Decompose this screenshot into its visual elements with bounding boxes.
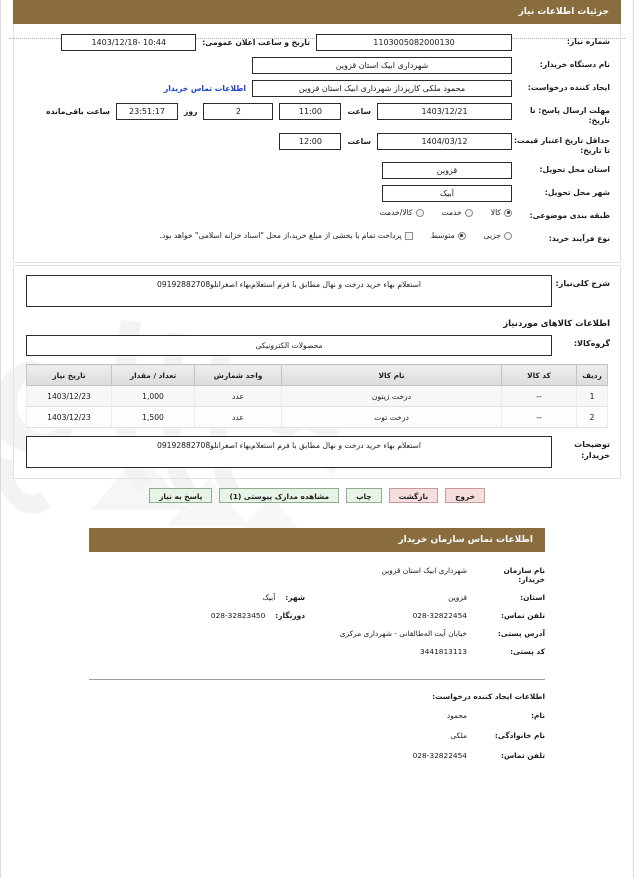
contact-address-value: خیابان آیت اله‌طالقانی - شهرداری مرکزی (339, 629, 467, 638)
checkbox-icon-treasury[interactable] (405, 232, 413, 240)
col-name: نام کالا (282, 365, 502, 386)
field-classification (24, 208, 610, 225)
contact-address-label: آدرس پستی: (497, 629, 545, 638)
table-row[interactable] (27, 386, 608, 407)
city-label: شهر محل تحویل: (544, 188, 610, 197)
field-goods-group (14, 333, 620, 362)
buyer-org-value[interactable]: شهرداری ابیک استان قزوین (252, 57, 512, 74)
table-row[interactable] (27, 407, 608, 428)
field-province (24, 162, 610, 179)
creator-family-label: نام خانوادگی: (494, 731, 545, 740)
contact-org-value: شهرداری ابیک استان قزوین (381, 566, 467, 575)
col-date: تاریخ نیاز (27, 365, 112, 386)
need-details-panel (13, 24, 621, 263)
contact-province-label: استان: (520, 593, 545, 602)
buyer-notes-value[interactable]: استعلام بهاء خرید درخت و نهال مطابق با فرم استعلام‌بهاء اصغرانلو09192882708 (26, 436, 552, 468)
col-qty: تعداد / مقدار (112, 365, 195, 386)
province-value[interactable]: قزوین (382, 162, 512, 179)
field-buyer-org (24, 57, 610, 74)
cell-unit: عدد (195, 386, 282, 407)
buyer-contact-link[interactable]: اطلاعات تماس خریدار (163, 84, 246, 93)
day-label: روز (183, 107, 198, 116)
radio-icon-motevaset[interactable] (458, 232, 466, 240)
contact-fax-value: 028-32823450 (210, 611, 266, 620)
contact-postal-label: کد پستی: (510, 647, 545, 656)
field-buyer-notes (14, 428, 620, 478)
cell-date: 1403/12/23 (27, 386, 112, 407)
cell-name: درخت توت (282, 407, 502, 428)
contact-fax-label: دورنگار: (275, 611, 305, 620)
col-radif: ردیف (577, 365, 608, 386)
contact-section-title: اطلاعات تماس سازمان خریدار (89, 528, 545, 552)
classification-option-kala-khedmat[interactable] (379, 208, 423, 217)
radio-icon-jozi[interactable] (504, 232, 512, 240)
print-button[interactable]: چاپ (346, 488, 382, 503)
cell-qty: 1,000 (112, 386, 195, 407)
cell-radif: 2 (577, 407, 608, 428)
general-description-label: شرح کلی‌نیاز: (555, 279, 610, 288)
cell-qty: 1,500 (112, 407, 195, 428)
cell-name: درخت زیتون (282, 386, 502, 407)
cell-radif: 1 (577, 386, 608, 407)
general-description-value[interactable]: استعلام بهاء خرید درخت و نهال مطابق با فرم استعلام‌بهاء اصغرانلو09192882708 (26, 275, 552, 307)
goods-section-subtitle: اطلاعات کالاهای موردنیاز (503, 319, 610, 329)
process-option-jozi-label: جزیی (483, 231, 501, 240)
process-option-motevaset-label: متوسط (430, 231, 455, 240)
contact-org-label: نام سازمان خریدار: (503, 566, 545, 584)
province-label: استان محل تحویل: (539, 165, 610, 174)
classification-option-khedmat-label: خدمت (441, 208, 462, 217)
cell-unit: عدد (195, 407, 282, 428)
city-value[interactable]: آبیک (382, 185, 512, 202)
contact-address-row (89, 629, 545, 638)
process-label: نوع فرآیند خرید: (548, 234, 610, 243)
hour-label-2: ساعت (347, 136, 371, 146)
buyer-contact-section (1, 528, 633, 760)
table-header-row (27, 365, 608, 386)
contact-city-label: شهر: (285, 593, 305, 602)
validity-time[interactable]: 12:00 (279, 133, 341, 150)
cell-code: -- (502, 386, 577, 407)
view-attachments-button[interactable]: مشاهده مدارک پیوستی (1) (219, 488, 339, 503)
field-deadline (24, 103, 610, 127)
deadline-time[interactable]: 11:00 (279, 103, 341, 120)
back-button[interactable]: بازگشت (389, 488, 438, 503)
creator-name-value: محمود (446, 711, 467, 720)
classification-option-kala[interactable] (491, 208, 512, 217)
contact-postal-value: 3441813113 (419, 647, 467, 656)
field-general-description (14, 266, 620, 313)
creator-family-row (89, 731, 545, 740)
cell-date: 1403/12/23 (27, 407, 112, 428)
description-panel (13, 265, 621, 479)
col-code: کد کالا (502, 365, 577, 386)
goods-table-wrap (14, 362, 620, 428)
classification-option-kala-khedmat-label: کالا/خدمت (379, 208, 413, 217)
respond-to-need-button[interactable]: پاسخ به نیاز (149, 488, 212, 503)
radio-icon-kala-khedmat[interactable] (416, 209, 424, 217)
deadline-date[interactable]: 1403/12/21 (377, 103, 512, 120)
contact-province-value: قزوین (448, 593, 467, 602)
validity-date[interactable]: 1404/03/12 (377, 133, 512, 150)
field-creator (24, 80, 610, 97)
hour-label-1: ساعت (347, 107, 371, 116)
buyer-notes-label: توضیحات خریدار: (574, 440, 610, 460)
radio-icon-khedmat[interactable] (465, 209, 473, 217)
cell-code: -- (502, 407, 577, 428)
deadline-label: مهلت ارسال پاسخ: تا تاریخ: (529, 106, 610, 126)
action-button-row (13, 479, 621, 514)
contact-org-row (89, 566, 545, 584)
validity-label: حداقل تاریخ اعتبار قیمت: تا تاریخ: (514, 135, 610, 155)
creator-family-value: ملکی (450, 731, 467, 740)
creator-phone-row (89, 751, 545, 760)
process-option-jozi[interactable] (484, 231, 512, 240)
page-title: جزئیات اطلاعات نیاز (13, 0, 621, 24)
goods-group-label: گروه‌کالا: (573, 339, 610, 348)
contact-phone-value: 028-32822454 (412, 611, 467, 620)
contact-province-row (89, 593, 545, 602)
creator-details (1, 705, 633, 760)
creator-name-row (89, 711, 545, 720)
field-city (24, 185, 610, 202)
creator-phone-label: تلفن تماس: (501, 751, 545, 760)
creator-phone-value: 028-32822454 (412, 751, 467, 760)
announce-value[interactable]: 10:44 -1403/12/18 (61, 34, 196, 51)
goods-group-value[interactable]: محصولات الکترونیکی (26, 335, 552, 356)
creator-label: ایجاد کننده درخواست: (527, 83, 610, 92)
field-validity (24, 133, 610, 157)
remaining-clock: 23:51:17 (116, 103, 178, 120)
treasury-checkbox-option[interactable] (160, 231, 413, 240)
col-unit: واحد شمارش (195, 365, 282, 386)
contact-city-value: آبیک (262, 593, 276, 602)
creator-value[interactable]: محمود ملکی کارپرداز شهرداری ابیک استان قزوین (252, 80, 512, 97)
treasury-checkbox-label: پرداخت تمام یا بخشی از مبلغ خرید،از محل "اسناد خزانه اسلامی" خواهد بود. (159, 231, 402, 240)
need-number-label: شماره نیاز: (566, 37, 610, 46)
contact-phone-label: تلفن تماس: (501, 611, 545, 620)
remaining-days[interactable]: 2 (203, 103, 273, 120)
announce-label: تاریخ و ساعت اعلان عمومی: (202, 38, 310, 47)
radio-icon-kala[interactable] (504, 209, 512, 217)
contact-postal-row (89, 647, 545, 656)
process-option-motevaset[interactable] (431, 231, 466, 240)
creator-name-label: نام: (531, 711, 545, 720)
need-number-value[interactable]: 1103005082000130 (316, 34, 512, 51)
need-form (14, 24, 620, 262)
exit-button[interactable]: خروج (445, 488, 485, 503)
buyer-org-label: نام دستگاه خریدار: (539, 60, 610, 69)
goods-table (26, 364, 608, 428)
contact-phone-row (89, 611, 545, 620)
classification-option-kala-label: کالا (490, 208, 501, 217)
remaining-label: ساعت باقی‌مانده (46, 107, 110, 116)
contact-details (1, 552, 633, 669)
field-need-number (24, 34, 610, 51)
field-process-type (24, 231, 610, 248)
creator-section-title: اطلاعات ایجاد کننده درخواست: (432, 692, 545, 701)
classification-option-khedmat[interactable] (442, 208, 473, 217)
classification-label: طبقه بندی موضوعی: (529, 211, 610, 220)
